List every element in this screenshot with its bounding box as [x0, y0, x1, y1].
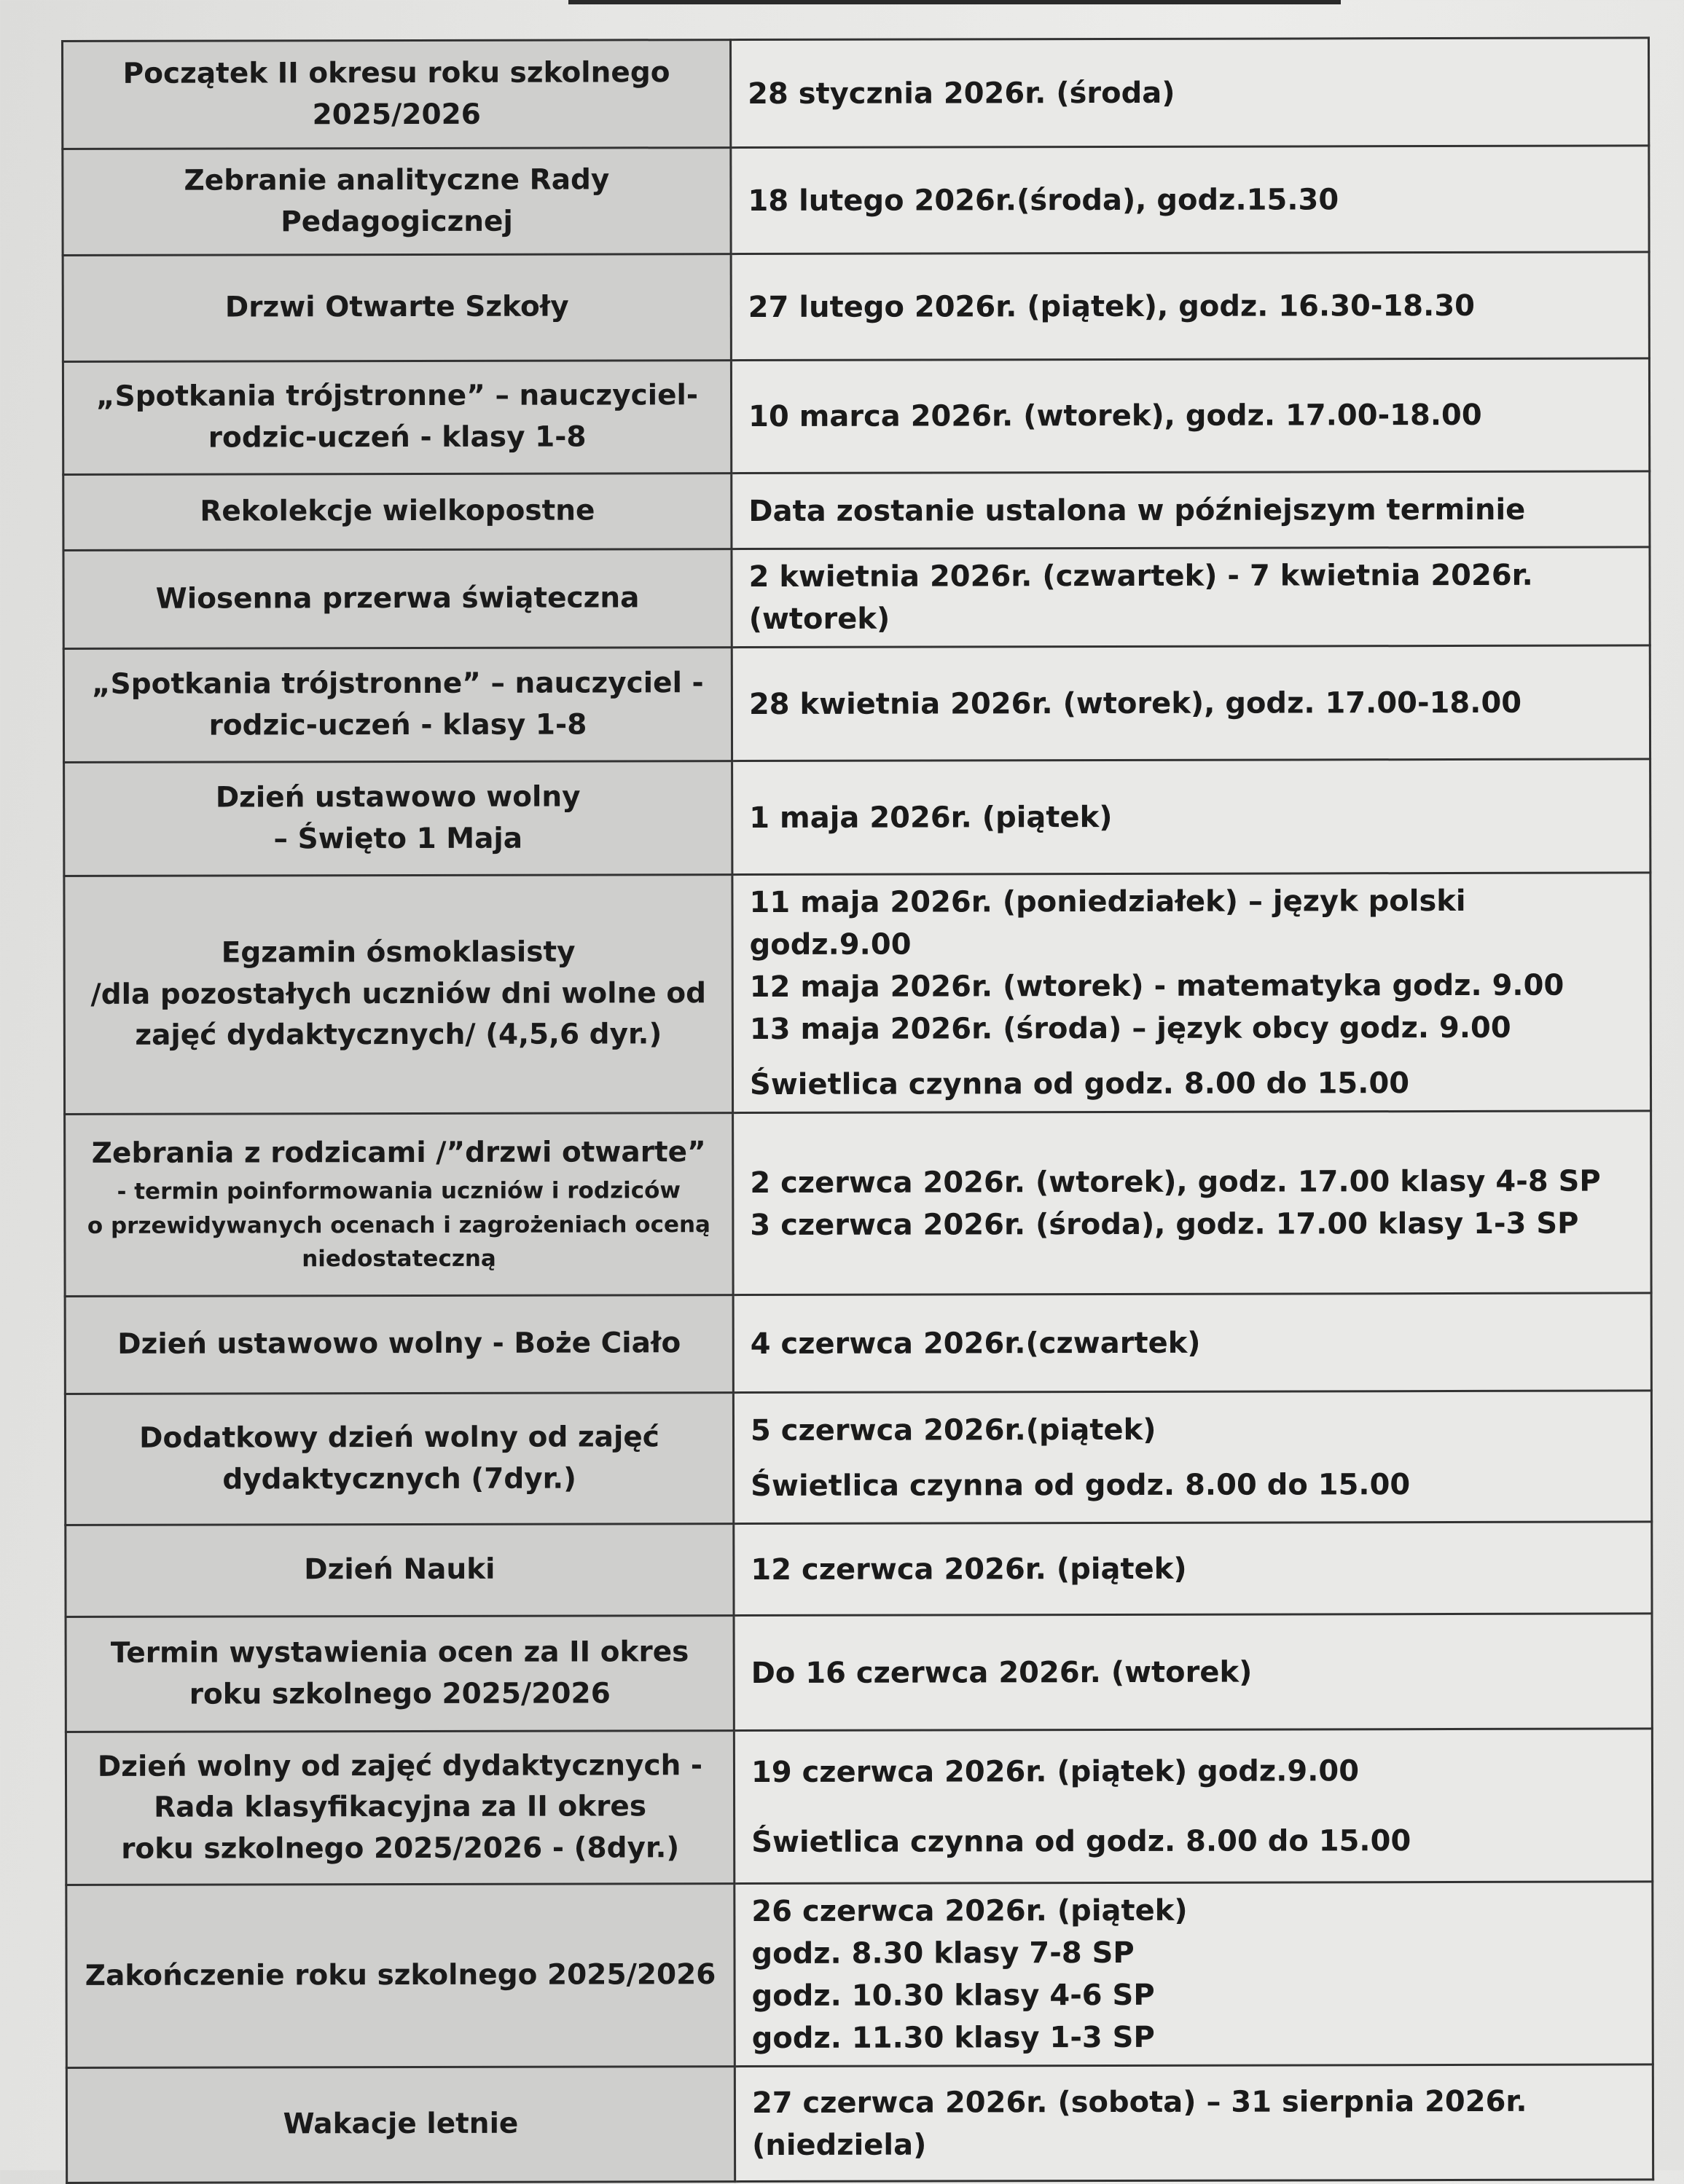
event-name-line: roku szkolnego 2025/2026 - (8dyr.): [121, 1831, 680, 1866]
event-name-cell: [63, 474, 732, 551]
event-note-line: o przewidywanych ocenach i zagrożeniach oceną: [87, 1211, 710, 1239]
event-name-cell: [63, 361, 731, 475]
table-row: [63, 471, 1650, 551]
event-date-line: Do 16 czerwca 2026r. (wtorek): [751, 1655, 1253, 1690]
event-date-line: 2 kwietnia 2026r. (czwartek) - 7 kwietnia 2026r. (wtorek): [748, 558, 1533, 637]
event-date-cell: [735, 2065, 1653, 2182]
event-name-cell: [66, 1524, 734, 1617]
event-date-line: 10 marca 2026r. (wtorek), godz. 17.00-18.00: [748, 398, 1482, 434]
event-date-cell: [732, 547, 1650, 648]
event-name-line: dydaktycznych (7dyr.): [222, 1462, 577, 1496]
event-name-line: Drzwi Otwarte Szkoły: [224, 290, 569, 324]
event-name-line: Dodatkowy dzień wolny od zajęć: [139, 1421, 659, 1455]
top-edge-bar: [568, 0, 1341, 4]
event-name-line: Zebranie analityczne Rady Pedagogicznej: [184, 163, 610, 238]
event-name-line: Wiosenna przerwa świąteczna: [155, 581, 640, 616]
event-date-line: 28 stycznia 2026r. (środa): [748, 76, 1175, 111]
event-name-cell: [66, 2067, 735, 2183]
table-row: [66, 1522, 1652, 1617]
event-date-line: godz. 11.30 klasy 1-3 SP: [751, 2020, 1155, 2056]
event-date-line: 1 maja 2026r. (piątek): [749, 800, 1113, 835]
table-row: [66, 1614, 1652, 1732]
event-name-cell: [65, 1295, 733, 1394]
event-name-line: 2025/2026: [312, 98, 481, 131]
event-date-cell: [731, 358, 1649, 474]
event-name-line: – Święto 1 Maja: [273, 822, 523, 855]
event-name-line: rodzic-uczeń - klasy 1-8: [208, 707, 587, 742]
event-date-line: Świetlica czynna od godz. 8.00 do 15.00: [751, 1467, 1411, 1503]
event-name-cell: [63, 549, 732, 649]
event-date-cell: [732, 873, 1651, 1113]
table-row: [63, 146, 1649, 256]
event-date-line: godz. 10.30 klasy 4-6 SP: [751, 1978, 1155, 2014]
event-name-cell: [65, 1393, 733, 1525]
event-date-line: 13 maja 2026r. (środa) – język obcy godz. 9.00: [749, 1010, 1511, 1047]
event-date-cell: [731, 38, 1649, 148]
event-date-line: 19 czerwca 2026r. (piątek) godz.9.00: [751, 1753, 1360, 1789]
table-row: [64, 873, 1651, 1115]
event-date-line: Data zostanie ustalona w późniejszym terminie: [748, 492, 1526, 528]
event-name-cell: [63, 40, 731, 149]
table-row: [63, 38, 1649, 149]
table-row: [66, 1882, 1653, 2068]
event-name-line: „Spotkania trójstronne” – nauczyciel -: [91, 667, 704, 701]
event-name-cell: [66, 1616, 734, 1732]
event-date-line: 26 czerwca 2026r. (piątek): [751, 1893, 1188, 1929]
event-name-cell: [66, 1731, 734, 1885]
event-name-line: Wakacje letnie: [283, 2107, 519, 2141]
event-name-line: Dzień wolny od zajęć dydaktycznych -: [97, 1748, 703, 1783]
event-date-cell: [732, 759, 1650, 875]
table-row: [63, 358, 1649, 475]
schedule-sheet: [61, 36, 1654, 2162]
event-date-line: 18 lutego 2026r.(środa), godz.15.30: [748, 182, 1339, 218]
event-name-cell: [65, 1113, 734, 1297]
event-name-line: Zakończenie roku szkolnego 2025/2026: [85, 1957, 716, 1992]
event-name-line: /dla pozostałych uczniów dni wolne od: [90, 976, 707, 1011]
event-date-line: 11 maja 2026r. (poniedziałek) – język polski godz.9.00: [749, 884, 1466, 962]
event-date-cell: [733, 1391, 1651, 1524]
event-name-line: Rada klasyfikacyjna za II okres: [154, 1790, 647, 1824]
event-name-cell: [64, 761, 732, 876]
table-row: [65, 1111, 1652, 1297]
event-date-cell: [734, 1729, 1652, 1884]
event-date-line: 12 maja 2026r. (wtorek) - matematyka godz. 9.00: [749, 968, 1564, 1005]
school-calendar-table: [61, 36, 1654, 2184]
event-date-line: 5 czerwca 2026r.(piątek): [750, 1413, 1156, 1448]
event-note-line: niedostateczną: [302, 1245, 496, 1273]
event-name-cell: [66, 1884, 735, 2068]
event-name-line: rodzic-uczeń - klasy 1-8: [208, 420, 587, 455]
event-name-cell: [63, 254, 731, 362]
event-name-cell: [63, 648, 732, 763]
event-date-cell: [734, 1614, 1652, 1731]
table-row: [64, 759, 1650, 876]
event-name-line: Początek II okresu roku szkolnego: [122, 56, 670, 90]
event-date-cell: [733, 1111, 1652, 1295]
event-date-cell: [732, 645, 1650, 761]
event-date-line: 4 czerwca 2026r.(czwartek): [750, 1326, 1201, 1361]
table-row: [63, 252, 1649, 362]
table-row: [63, 547, 1650, 649]
event-name-line: roku szkolnego 2025/2026: [189, 1676, 611, 1711]
table-row: [65, 1293, 1651, 1394]
event-date-cell: [732, 471, 1650, 549]
event-date-line: 27 lutego 2026r. (piątek), godz. 16.30-18.30: [748, 288, 1476, 324]
event-name-line: Dzień Nauki: [304, 1552, 496, 1587]
event-name-line: Termin wystawienia ocen za II okres: [110, 1635, 689, 1670]
event-date-cell: [731, 146, 1649, 254]
event-date-line: 28 kwietnia 2026r. (wtorek), godz. 17.00-18.00: [748, 686, 1522, 721]
event-date-cell: [734, 1522, 1652, 1616]
event-name-line: Dzień ustawowo wolny: [215, 780, 581, 814]
event-date-line: godz. 8.30 klasy 7-8 SP: [751, 1936, 1135, 1971]
event-date-line: 3 czerwca 2026r. (środa), godz. 17.00 klasy 1-3 SP: [750, 1206, 1579, 1242]
event-name-line: Egzamin ósmoklasisty: [221, 935, 576, 970]
event-name-line: Rekolekcje wielkopostne: [200, 494, 595, 528]
event-name-cell: [64, 875, 733, 1115]
event-date-cell: [735, 1882, 1653, 2067]
event-date-line: 2 czerwca 2026r. (wtorek), godz. 17.00 klasy 4-8 SP: [750, 1164, 1601, 1200]
event-name-line: zajęć dydaktycznych/ (4,5,6 dyr.): [135, 1018, 662, 1053]
event-name-line: „Spotkania trójstronne” – nauczyciel-: [95, 379, 699, 414]
event-date-line: Świetlica czynna od godz. 8.00 do 15.00: [749, 1067, 1410, 1102]
event-date-line: Świetlica czynna od godz. 8.00 do 15.00: [751, 1823, 1411, 1859]
event-date-cell: [733, 1293, 1651, 1393]
table-row: [66, 2065, 1653, 2183]
table-row: [63, 645, 1650, 763]
event-name-cell: [63, 148, 731, 256]
table-row: [65, 1391, 1651, 1525]
event-name-line: Dzień ustawowo wolny - Boże Ciało: [117, 1327, 681, 1362]
event-note-line: - termin poinformowania uczniów i rodziców: [117, 1177, 681, 1205]
event-date-line: 27 czerwca 2026r. (sobota) – 31 sierpnia 2026r. (niedziela): [751, 2084, 1527, 2162]
event-date-line: 12 czerwca 2026r. (piątek): [751, 1552, 1187, 1587]
event-date-cell: [731, 252, 1649, 361]
event-name-line: Zebrania z rodzicami /”drzwi otwarte”: [91, 1136, 706, 1171]
table-row: [66, 1729, 1652, 1885]
